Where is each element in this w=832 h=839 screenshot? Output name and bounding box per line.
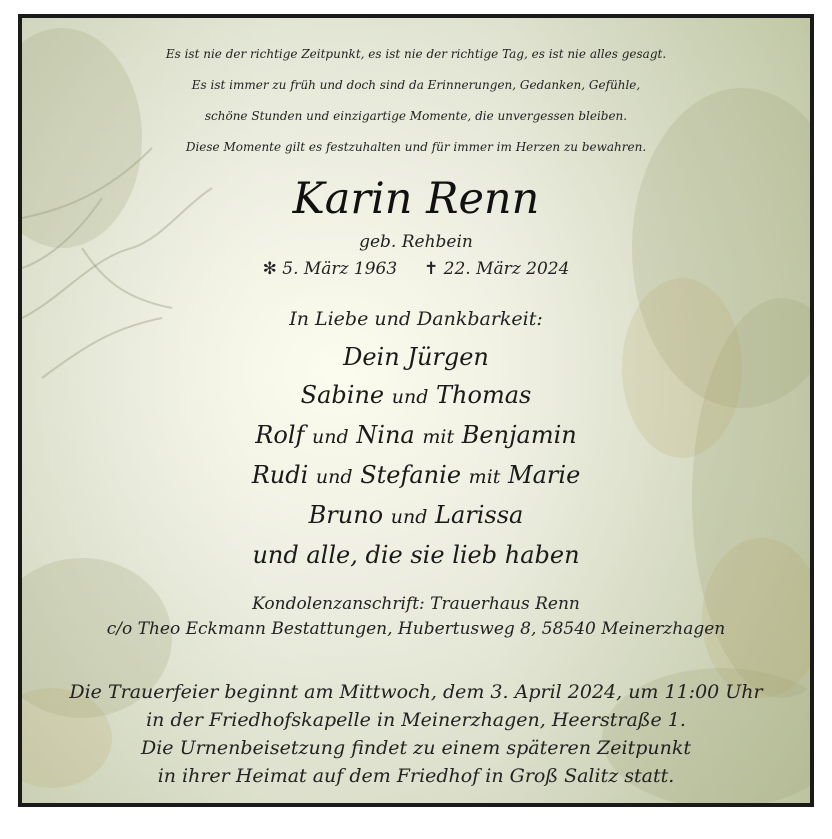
family-member: Dein Jürgen [343, 343, 489, 371]
family-list [22, 338, 810, 574]
family-member: Thomas [436, 381, 532, 409]
ceremony-line: in der Friedhofskapelle in Meinerzhagen, Heerstraße 1. [146, 709, 686, 731]
birth-date: 5. März 1963 [282, 259, 398, 279]
family-line [22, 416, 810, 456]
ceremony-line: Die Trauerfeier beginnt am Mittwoch, dem 3. April 2024, um 11:00 Uhr [69, 681, 763, 703]
family-line [22, 456, 810, 496]
family-member: Rolf [255, 421, 305, 449]
connector-word: mit [468, 466, 501, 488]
death-date: 22. März 2024 [443, 259, 570, 279]
family-line [22, 496, 810, 536]
ceremony-line: in ihrer Heimat auf dem Friedhof in Groß Salitz statt. [157, 765, 675, 787]
condolence-address [22, 592, 810, 642]
connector-word: mit [422, 426, 455, 448]
ceremony-line: Die Urnenbeisetzung findet zu einem späteren Zeitpunkt [140, 737, 691, 759]
life-dates [22, 259, 810, 279]
family-member: Bruno [308, 501, 384, 529]
poem-line: Es ist nie der richtige Zeitpunkt, es ist nie der richtige Tag, es ist nie alles gesagt. [165, 47, 667, 61]
connector-word: und [391, 386, 429, 408]
death-cross-icon: ✝ [424, 259, 439, 279]
opening-poem [22, 39, 810, 163]
family-member: Marie [508, 461, 581, 489]
family-line [22, 376, 810, 416]
family-closing: und alle, die sie lieb haben [252, 541, 580, 569]
family-member: Rudi [251, 461, 309, 489]
family-member: Larissa [435, 501, 524, 529]
deceased-name: Karin Renn [292, 174, 540, 224]
family-member: Stefanie [360, 461, 462, 489]
connector-word: und [315, 466, 353, 488]
family-member: Nina [356, 421, 415, 449]
family-line [22, 338, 810, 376]
poem-line: schöne Stunden und einzigartige Momente, die unvergessen bleiben. [204, 109, 628, 123]
poem-line: Es ist immer zu früh und doch sind da Erinnerungen, Gedanken, Gefühle, [191, 78, 641, 92]
birth-star-icon: ✻ [262, 259, 277, 279]
connector-word: und [390, 506, 428, 528]
connector-word: und [312, 426, 349, 448]
thanks-heading: In Liebe und Dankbarkeit: [289, 308, 543, 330]
family-member: Sabine [300, 381, 385, 409]
ceremony-info [22, 678, 810, 790]
obituary-card [18, 14, 814, 807]
condolence-line: Kondolenzanschrift: Trauerhaus Renn [252, 594, 580, 614]
family-line [22, 536, 810, 574]
poem-line: Diese Momente gilt es festzuhalten und für immer im Herzen zu bewahren. [185, 140, 647, 154]
maiden-name: geb. Rehbein [359, 232, 473, 252]
family-member: Benjamin [461, 421, 577, 449]
condolence-line: c/o Theo Eckmann Bestattungen, Hubertusweg 8, 58540 Meinerzhagen [106, 619, 726, 639]
